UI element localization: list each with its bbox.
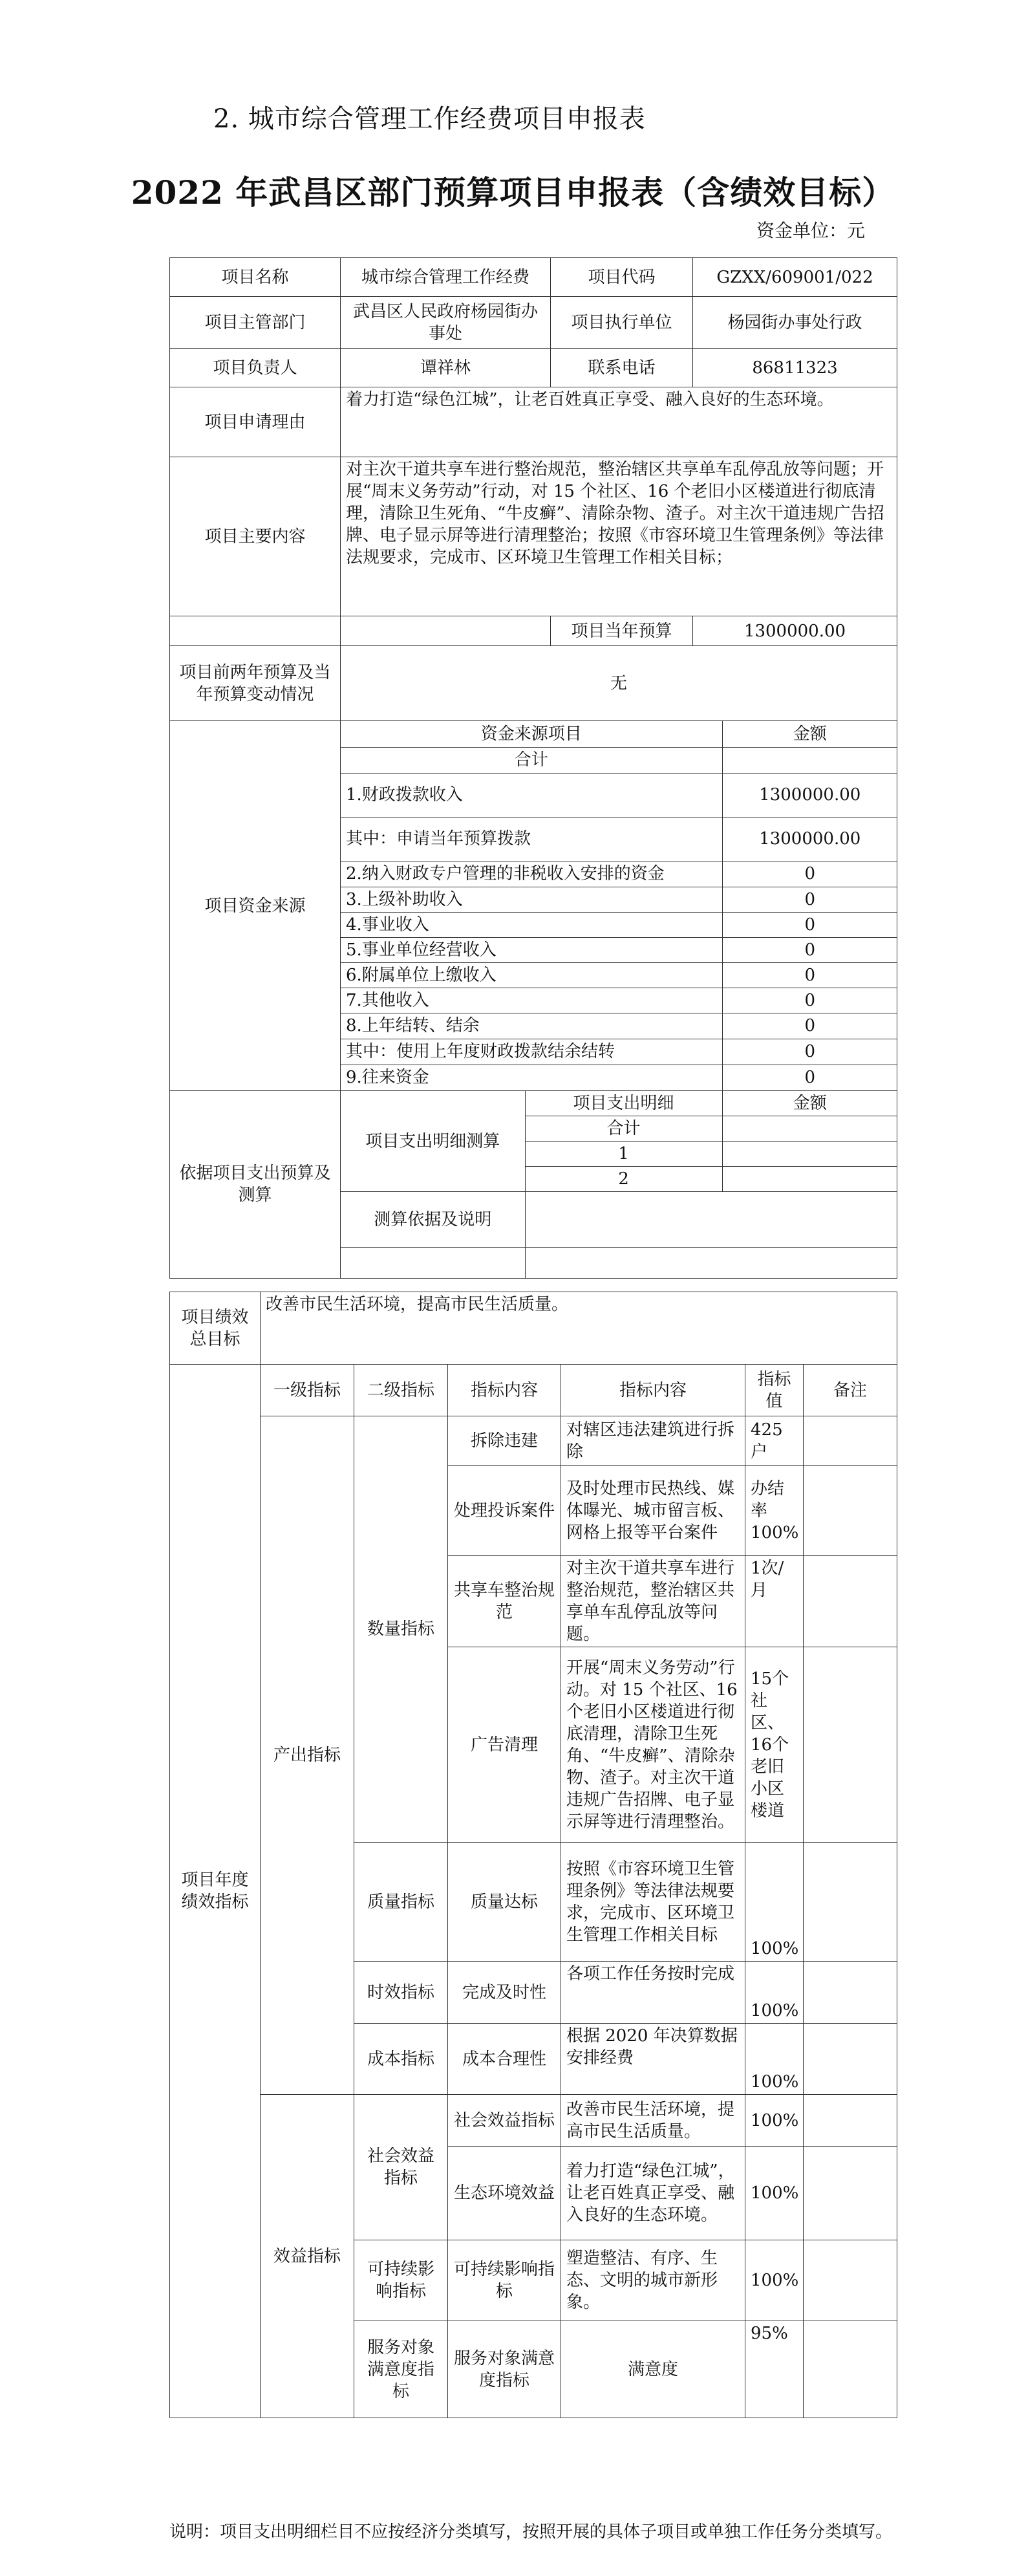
header-note: 备注 — [804, 1365, 897, 1416]
indicator-name: 可持续影响指标 — [448, 2240, 561, 2321]
content-label: 项目主要内容 — [170, 457, 341, 616]
estimate-label: 依据项目支出预算及测算 — [170, 1091, 341, 1279]
indicator-note — [804, 1962, 897, 2024]
funding-amount: 0 — [722, 937, 897, 962]
timeliness-label: 时效指标 — [354, 1962, 448, 2024]
resp-label: 项目负责人 — [170, 349, 341, 387]
header-level1: 一级指标 — [261, 1365, 354, 1416]
indicator-value: 95% — [745, 2321, 804, 2418]
estimate-subtable — [341, 1091, 897, 1278]
funding-amount: 0 — [722, 861, 897, 887]
budget-label: 项目当年预算 — [551, 616, 693, 646]
performance-table — [169, 1292, 897, 2418]
indicator-desc: 着力打造“绿色江城”，让老百姓真正享受、融入良好的生态环境。 — [561, 2147, 745, 2240]
estimate-row-1: 1 — [525, 1142, 722, 1167]
col-detail-header: 项目支出明细 — [525, 1091, 722, 1116]
reason-value: 着力打造“绿色江城”，让老百姓真正享受、融入良好的生态环境。 — [341, 387, 897, 457]
funding-row: 2.纳入财政专户管理的非税收入安排的资金 — [341, 861, 722, 887]
indicator-name: 拆除违建 — [448, 1416, 561, 1466]
empty-cell — [341, 616, 551, 646]
budget-value: 1300000.00 — [693, 616, 897, 646]
satisfaction-label: 服务对象满意度指标 — [354, 2321, 448, 2418]
header-content-2: 指标内容 — [561, 1365, 745, 1416]
funding-row: 3.上级补助收入 — [341, 887, 722, 912]
section-heading: 2. 城市综合管理工作经费项目申报表 — [213, 104, 646, 134]
indicator-desc: 满意度 — [561, 2321, 745, 2418]
funding-amount: 0 — [722, 988, 897, 1013]
funding-row: 5.事业单位经营收入 — [341, 937, 722, 962]
output-label: 产出指标 — [261, 1416, 354, 2095]
funding-amount: 0 — [722, 1039, 897, 1065]
estimate-row-2: 2 — [525, 1167, 722, 1192]
indicator-value: 1次/月 — [745, 1556, 804, 1647]
basis-label: 测算依据及说明 — [341, 1192, 525, 1248]
indicator-name: 社会效益指标 — [448, 2095, 561, 2147]
funding-amount: 0 — [722, 887, 897, 912]
indicator-note — [804, 2147, 897, 2240]
indicator-note — [804, 1466, 897, 1556]
estimate-subtable-cell — [341, 1091, 897, 1279]
indicator-desc: 改善市民生活环境，提高市民生活质量。 — [561, 2095, 745, 2147]
col-amount-header: 金额 — [722, 721, 897, 747]
indicator-note — [804, 2024, 897, 2095]
indicator-value: 100% — [745, 2240, 804, 2321]
estimate-row-1-amount — [722, 1142, 897, 1167]
indicator-value: 15个社区、16个老旧小区楼道 — [745, 1647, 804, 1843]
reason-label: 项目申请理由 — [170, 387, 341, 457]
funding-row: 其中：申请当年预算拨款 — [341, 817, 722, 861]
funding-amount: 0 — [722, 912, 897, 937]
content-value: 对主次干道共享车进行整治规范，整治辖区共享单车乱停乱放等问题；开展“周末义务劳动”行动，对 15 个社区、16 个老旧小区楼道进行彻底清理，清除卫生死角、“牛皮癣”、清除杂物、渣子。对主次干道违规广告招牌、电子显示屏等进行清理整治；按照《市容环境卫生管理条例》等法律法规要求，完成市、区环境卫生管理工作相关目标； — [341, 457, 897, 616]
funding-subtable — [341, 721, 897, 1090]
project-basic-table — [169, 257, 897, 1279]
detail-label: 项目支出明细测算 — [341, 1091, 525, 1192]
quality-label: 质量指标 — [354, 1843, 448, 1962]
funding-row: 9.往来资金 — [341, 1065, 722, 1090]
change-value: 无 — [341, 646, 897, 721]
resp-value: 谭祥林 — [341, 349, 551, 387]
sustainability-label: 可持续影响指标 — [354, 2240, 448, 2321]
indicator-name: 成本合理性 — [448, 2024, 561, 2095]
estimate-total-amount — [722, 1116, 897, 1142]
phone-value: 86811323 — [693, 349, 897, 387]
indicator-name: 广告清理 — [448, 1647, 561, 1843]
overall-value: 改善市民生活环境，提高市民生活质量。 — [261, 1292, 897, 1365]
social-label: 社会效益指标 — [354, 2095, 448, 2240]
name-value: 城市综合管理工作经费 — [341, 258, 551, 297]
indicator-note — [804, 2321, 897, 2418]
funding-amount: 1300000.00 — [722, 817, 897, 861]
indicator-note — [804, 1843, 897, 1962]
empty-cell — [525, 1248, 897, 1278]
indicator-note — [804, 2095, 897, 2147]
estimate-row-2-amount — [722, 1167, 897, 1192]
header-value: 指标值 — [745, 1365, 804, 1416]
name-label: 项目名称 — [170, 258, 341, 297]
funding-row: 1.财政拨款收入 — [341, 773, 722, 817]
indicator-note — [804, 1416, 897, 1466]
funding-subtable-cell — [341, 721, 897, 1091]
quantity-label: 数量指标 — [354, 1416, 448, 1843]
col-estimate-amount-header: 金额 — [722, 1091, 897, 1116]
change-label: 项目前两年预算及当年预算变动情况 — [170, 646, 341, 721]
header-content: 指标内容 — [448, 1365, 561, 1416]
indicator-name: 共享车整治规范 — [448, 1556, 561, 1647]
annual-label: 项目年度绩效指标 — [170, 1365, 261, 2418]
indicator-value: 100% — [745, 2147, 804, 2240]
indicator-note — [804, 1647, 897, 1843]
funding-label: 项目资金来源 — [170, 721, 341, 1091]
indicator-note — [804, 1556, 897, 1647]
col-source-header: 资金来源项目 — [341, 721, 722, 747]
empty-cell — [341, 1248, 525, 1278]
dept-value: 武昌区人民政府杨园街办事处 — [341, 297, 551, 349]
indicator-name: 生态环境效益 — [448, 2147, 561, 2240]
funding-amount: 1300000.00 — [722, 773, 897, 817]
indicator-value: 办结率100% — [745, 1466, 804, 1556]
page-title: 2022 年武昌区部门预算项目申报表（含绩效目标） — [131, 173, 895, 211]
funding-row: 6.附属单位上缴收入 — [341, 962, 722, 988]
cost-label: 成本指标 — [354, 2024, 448, 2095]
indicator-name: 完成及时性 — [448, 1962, 561, 2024]
basis-value — [525, 1192, 897, 1248]
funding-row: 7.其他收入 — [341, 988, 722, 1013]
estimate-total-label: 合计 — [525, 1116, 722, 1142]
indicator-desc: 塑造整洁、有序、生态、文明的城市新形象。 — [561, 2240, 745, 2321]
indicator-desc: 按照《市容环境卫生管理条例》等法律法规要求，完成市、区环境卫生管理工作相关目标 — [561, 1843, 745, 1962]
indicator-desc: 各项工作任务按时完成 — [561, 1962, 745, 2024]
indicator-value: 100% — [745, 2024, 804, 2095]
funding-amount: 0 — [722, 962, 897, 988]
indicator-desc: 对辖区违法建筑进行拆除 — [561, 1416, 745, 1466]
indicator-name: 质量达标 — [448, 1843, 561, 1962]
indicator-name: 服务对象满意度指标 — [448, 2321, 561, 2418]
footnote: 说明：项目支出明细栏目不应按经济分类填写，按照开展的具体子项目或单独工作任务分类填写。 — [169, 2522, 893, 2542]
indicator-value: 100% — [745, 2095, 804, 2147]
indicator-desc: 对主次干道共享车进行整治规范，整治辖区共享单车乱停乱放等问题。 — [561, 1556, 745, 1647]
funding-amount: 0 — [722, 1013, 897, 1039]
indicator-desc: 及时处理市民热线、媒体曝光、城市留言板、网格上报等平台案件 — [561, 1466, 745, 1556]
indicator-value: 425户 — [745, 1416, 804, 1466]
indicator-name: 处理投诉案件 — [448, 1466, 561, 1556]
funding-row: 8.上年结转、结余 — [341, 1013, 722, 1039]
indicator-desc: 根据 2020 年决算数据安排经费 — [561, 2024, 745, 2095]
indicator-desc: 开展“周末义务劳动”行动。对 15 个社区、16 个老旧小区楼道进行彻底清理，清除卫生死角、“牛皮癣”、清除杂物、渣子。对主次干道违规广告招牌、电子显示屏等进行清理整治。 — [561, 1647, 745, 1843]
benefit-label: 效益指标 — [261, 2095, 354, 2418]
indicator-note — [804, 2240, 897, 2321]
header-level2: 二级指标 — [354, 1365, 448, 1416]
indicator-value: 100% — [745, 1843, 804, 1962]
currency-unit: 资金单位：元 — [756, 220, 866, 241]
code-label: 项目代码 — [551, 258, 693, 297]
dept-label: 项目主管部门 — [170, 297, 341, 349]
phone-label: 联系电话 — [551, 349, 693, 387]
exec-label: 项目执行单位 — [551, 297, 693, 349]
funding-total-label: 合计 — [341, 747, 722, 773]
funding-row: 4.事业收入 — [341, 912, 722, 937]
code-value: GZXX/609001/022 — [693, 258, 897, 297]
overall-label: 项目绩效总目标 — [170, 1292, 261, 1365]
indicator-value: 100% — [745, 1962, 804, 2024]
empty-cell — [170, 616, 341, 646]
exec-value: 杨园街办事处行政 — [693, 297, 897, 349]
funding-amount: 0 — [804, 1068, 816, 1088]
funding-row: 其中：使用上年度财政拨款结余结转 — [341, 1039, 722, 1065]
funding-total-amount — [722, 747, 897, 773]
